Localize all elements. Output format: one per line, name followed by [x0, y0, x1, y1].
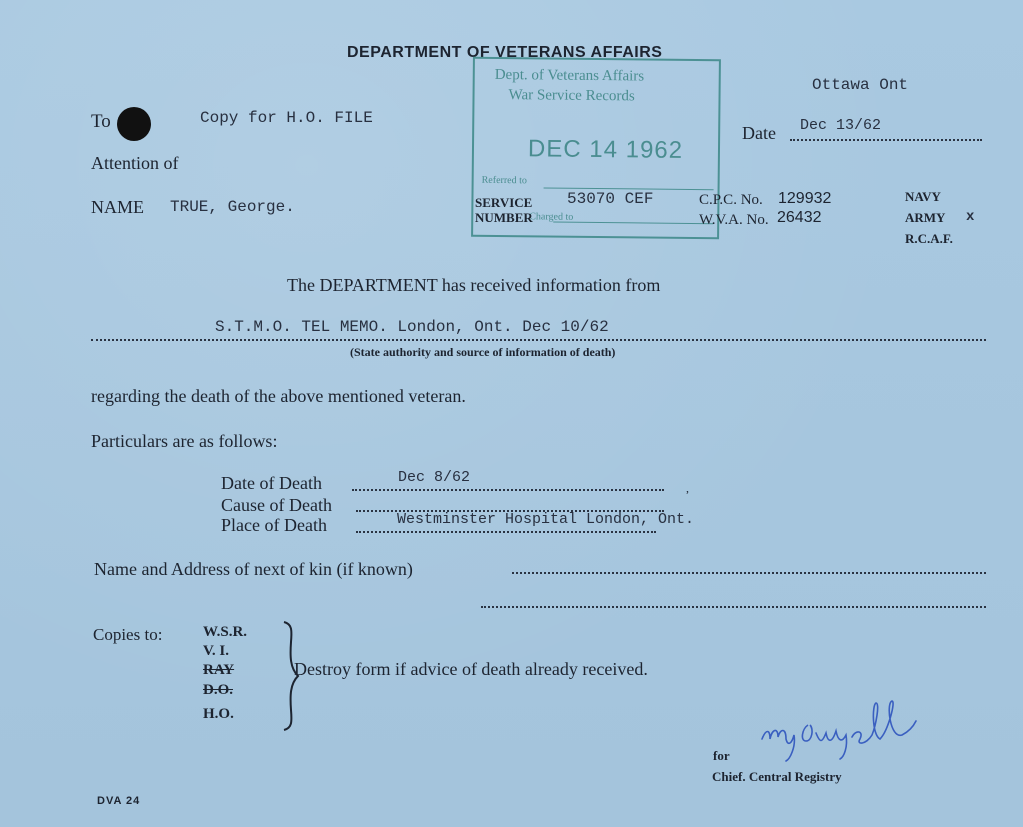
destroy-instruction: Destroy form if advice of death already received.: [294, 659, 648, 679]
signature-for-label: for: [713, 748, 730, 763]
wva-label: W.V.A. No.: [699, 212, 769, 228]
next-of-kin-dotted-line-1: [512, 572, 986, 574]
handwritten-signature: [756, 695, 926, 765]
branch-army: ARMY: [905, 210, 946, 225]
wva-value: 26432: [777, 209, 822, 226]
date-of-death-label: Date of Death: [221, 473, 322, 493]
received-text: The DEPARTMENT has received information from: [287, 275, 661, 295]
department-title: DEPARTMENT OF VETERANS AFFAIRS: [347, 44, 663, 61]
branch-army-mark: x: [966, 209, 975, 225]
date-of-death-value: Dec 8/62: [398, 469, 471, 486]
date-of-death-dotted-line: [352, 489, 664, 491]
place-of-death-value: Westminster Hospital London, Ont.: [397, 511, 695, 528]
copy-recipient-ray: RAY: [203, 662, 235, 678]
date-label: Date: [742, 123, 776, 143]
date-dotted-line: [790, 139, 982, 141]
service-number-label: [475, 195, 533, 225]
source-value: S.T.M.O. TEL MEMO. London, Ont. Dec 10/62: [215, 318, 609, 336]
place-of-death-dotted-line: [356, 531, 656, 533]
stamp-referred-label: Referred to: [481, 174, 527, 187]
signature-title: Chief. Central Registry: [712, 769, 842, 784]
stamp-charged-line: [553, 222, 713, 225]
branch-rcaf: R.C.A.F.: [905, 231, 953, 246]
stamp-charged-label: Charged to: [529, 211, 574, 223]
place-of-death-label: Place of Death: [221, 515, 327, 535]
stamp-date: DEC 14 1962: [527, 135, 684, 164]
stamp-line-1: Dept. of Veterans Affairs: [494, 66, 645, 85]
service-label-line-1: SERVICE: [475, 195, 533, 210]
redaction-mark: [117, 107, 151, 141]
to-label: To: [91, 111, 111, 132]
cause-of-death-label: Cause of Death: [221, 495, 332, 515]
source-dotted-line: [91, 339, 986, 341]
name-label: NAME: [91, 197, 144, 217]
particulars-text: Particulars are as follows:: [91, 431, 278, 451]
branch-navy: NAVY: [905, 189, 941, 204]
pen-tick-mark: ,: [686, 481, 689, 495]
stamp-line-2: War Service Records: [508, 87, 635, 105]
copies-to-label: Copies to:: [93, 625, 163, 644]
regarding-text: regarding the death of the above mentioned veteran.: [91, 386, 466, 406]
source-caption: (State authority and source of information of death): [350, 345, 616, 359]
copy-recipient-do: D.O.: [203, 682, 233, 698]
next-of-kin-dotted-line-2: [481, 606, 986, 608]
attention-label: Attention of: [91, 153, 179, 173]
next-of-kin-label: Name and Address of next of kin (if known): [94, 559, 413, 579]
copy-recipient-vi: V. I.: [203, 643, 229, 659]
date-value: Dec 13/62: [800, 117, 882, 134]
service-number-value: 53070 CEF: [567, 190, 654, 208]
location-text: Ottawa Ont: [812, 76, 909, 94]
form-number: DVA 24: [97, 795, 141, 807]
name-value: TRUE, George.: [170, 198, 295, 216]
to-value: Copy for H.O. FILE: [200, 109, 373, 127]
service-label-line-2: NUMBER: [475, 210, 533, 225]
cpc-label: C.P.C. No.: [699, 192, 763, 208]
copy-recipient-ho: H.O.: [203, 706, 234, 722]
cpc-value: 129932: [778, 190, 832, 207]
copy-recipient-wsr: W.S.R.: [203, 624, 248, 640]
